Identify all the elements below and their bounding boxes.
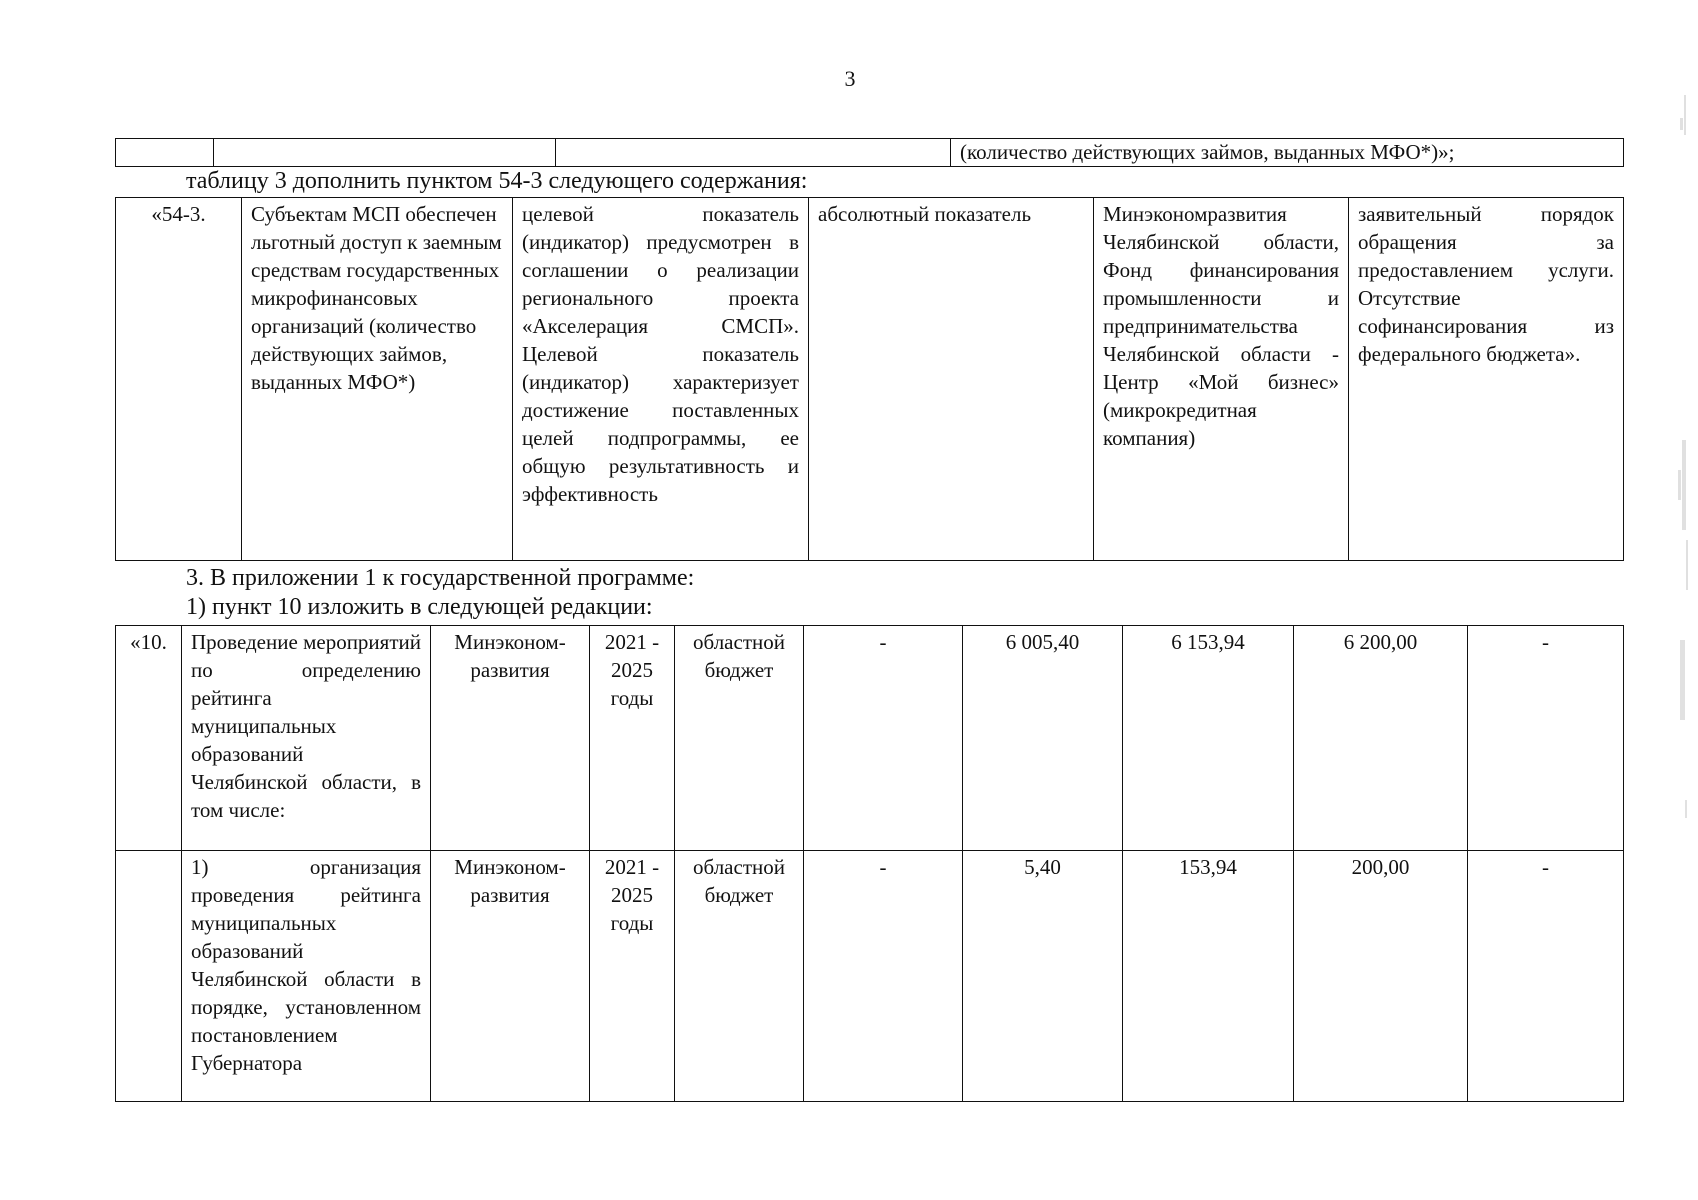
scan-artifact (1662, 0, 1698, 1200)
continuation-table (115, 138, 1624, 167)
value-cell: - (804, 851, 963, 1102)
value-cell: - (804, 626, 963, 851)
value-cell: 6 200,00 (1294, 626, 1468, 851)
table-cell (116, 139, 214, 167)
point10-instruction: 1) пункт 10 изложить в следующей редакции: (186, 594, 653, 620)
value-cell: 6 153,94 (1123, 626, 1294, 851)
activity-executor: Минэконом-развития (431, 626, 590, 851)
row-number: «54-3. (116, 198, 242, 561)
value-cell: 6 005,40 (963, 626, 1123, 851)
indicator-factors: заявительный порядок обращения за предоставлением услуги. Отсутствие софинансирования из федерального бюджета». (1349, 198, 1624, 561)
activity-period: 2021 - 2025 годы (590, 626, 675, 851)
appendix-instruction: 3. В приложении 1 к государственной программе: (186, 565, 695, 591)
value-cell: 153,94 (1123, 851, 1294, 1102)
table-row (116, 626, 1624, 851)
funding-source: областной бюджет (675, 851, 804, 1102)
continuation-cell: (количество действующих займов, выданных МФО*)»; (951, 139, 1624, 167)
value-cell: 5,40 (963, 851, 1123, 1102)
indicator-name: Субъектам МСП обеспечен льготный доступ к заемным средствам государственных микрофинансовых организаций (количество действующих займов, выданных МФО*) (242, 198, 513, 561)
indicator-responsible: Минэкономразвития Челябинской области, Фонд финансирования промышленности и предпринимательства Челябинской области - Центр «Мой бизнес» (микрокредитная компания) (1094, 198, 1349, 561)
activity-name: Проведение мероприятий по определению рейтинга муниципальных образований Челябинской области, в том числе: (182, 626, 431, 851)
row-number: «10. (116, 626, 182, 851)
table-row (116, 198, 1624, 561)
table-row (116, 139, 1624, 167)
funding-source: областной бюджет (675, 626, 804, 851)
row-number (116, 851, 182, 1102)
page-number: 3 (844, 66, 856, 91)
indicator-table (115, 197, 1624, 561)
value-cell: - (1468, 626, 1624, 851)
activity-executor: Минэконом-развития (431, 851, 590, 1102)
table3-instruction: таблицу 3 дополнить пунктом 54-3 следующего содержания: (186, 168, 808, 194)
activity-period: 2021 - 2025 годы (590, 851, 675, 1102)
table-row (116, 851, 1624, 1102)
indicator-measure: абсолютный показатель (809, 198, 1094, 561)
point10-table (115, 625, 1624, 1102)
value-cell: 200,00 (1294, 851, 1468, 1102)
indicator-type: целевой показатель (индикатор) предусмотрен в соглашении о реализации регионального проекта «Акселерация СМСП». Целевой показатель (индикатор) характеризует достижение поставленных целей подпрограммы, ее общую результативность и эффективность (513, 198, 809, 561)
activity-name: 1) организация проведения рейтинга муниципальных образований Челябинской области в порядке, установленном постановлением Губернатора (182, 851, 431, 1102)
table-cell (214, 139, 556, 167)
table-cell (556, 139, 951, 167)
value-cell: - (1468, 851, 1624, 1102)
